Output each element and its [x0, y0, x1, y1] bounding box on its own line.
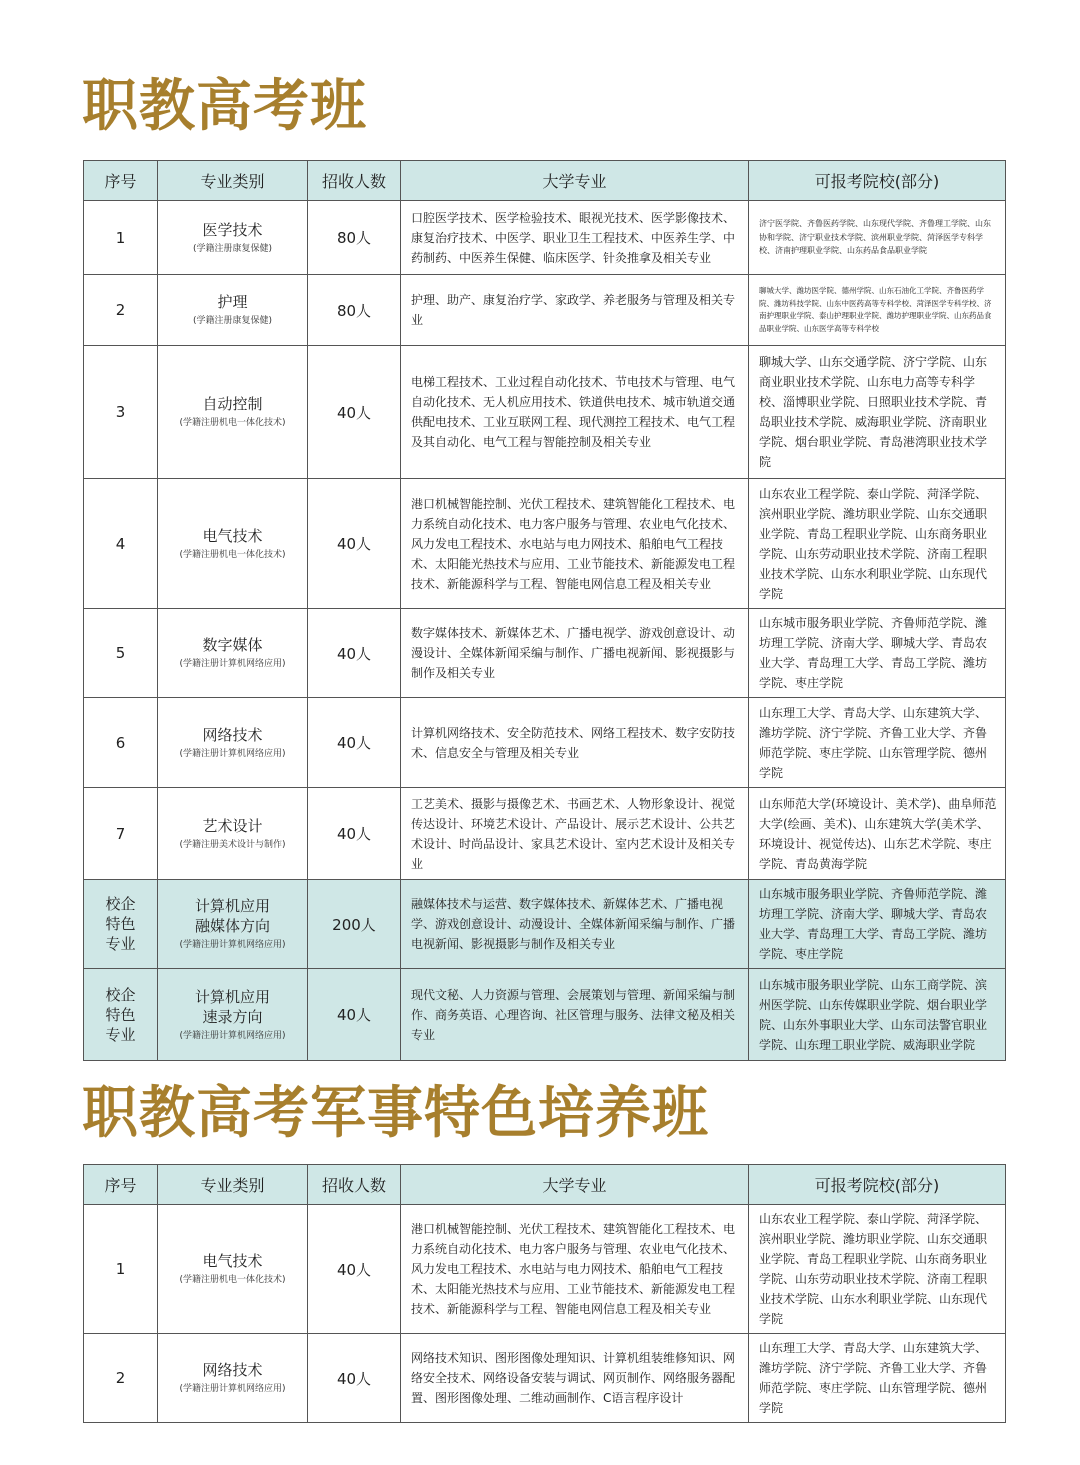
category-name: 网络技术 [202, 725, 263, 744]
row-no: 7 [84, 788, 158, 880]
row-schools: 聊城大学、山东交通学院、济宁学院、山东商业职业技术学院、山东电力高等专科学校、淄博职业学院、日照职业技术学院、青岛职业技术学院、威海职业学院、济南职业学院、烟台职业学院、青岛港湾职业技术学院 [749, 346, 1006, 479]
table-row [84, 788, 1006, 880]
row-schools: 山东城市服务职业学院、齐鲁师范学院、潍坊理工学院、济南大学、聊城大学、青岛农业大学、青岛理工大学、青岛工学院、潍坊学院、枣庄学院 [749, 880, 1006, 969]
row-majors: 计算机网络技术、安全防范技术、网络工程技术、数字安防技术、信息安全与管理及相关专业 [401, 698, 749, 788]
row-schools: 山东城市服务职业学院、山东工商学院、滨州医学院、山东传媒职业学院、烟台职业学院、山东外事职业大学、山东司法警官职业学院、山东理工职业学院、威海职业学院 [749, 969, 1006, 1061]
category-name: 电气技术 [202, 1252, 263, 1270]
category-note: (学籍注册机电一体化技术) [179, 1275, 286, 1285]
row-majors: 网络技术知识、图形图像处理知识、计算机组装维修知识、网络安全技术、网络设备安装与调试、网页制作、网络服务器配置、图形图像处理、二维动画制作、C语言程序设计 [401, 1334, 749, 1423]
header-no: 序号 [84, 1165, 158, 1205]
category-note: (学籍注册康复保健) [192, 316, 273, 326]
category-name: 计算机应用 [194, 897, 270, 915]
row-majors: 港口机械智能控制、光伏工程技术、建筑智能化工程技术、电力系统自动化技术、电力客户服务与管理、农业电气化技术、风力发电工程技术、水电站与电力网技术、船舶电气工程技术、太阳能光热技术与应用、工业节能技术、新能源发电工程技术、新能源科学与工程、智能电网信息工程及相关专业 [401, 479, 749, 609]
row-no: 2 [84, 275, 158, 346]
row-no-line: 专业 [105, 935, 136, 953]
row-majors: 工艺美术、摄影与摄像艺术、书画艺术、人物形象设计、视觉传达设计、环境艺术设计、产品设计、展示艺术设计、公共艺术设计、时尚品设计、家具艺术设计、室内艺术设计及相关专业 [401, 788, 749, 880]
row-category [158, 346, 308, 479]
category-name: 电气技术 [202, 526, 263, 545]
row-category [158, 698, 308, 788]
table-row [84, 479, 1006, 609]
row-no: 1 [84, 201, 158, 275]
table-header-row [84, 161, 1006, 201]
table-row [84, 201, 1006, 275]
row-no: 2 [84, 1334, 158, 1423]
category-name: 自动控制 [202, 395, 263, 413]
table-row [84, 698, 1006, 788]
row-majors: 现代文秘、人力资源与管理、会展策划与管理、新闻采编与制作、商务英语、心理咨询、社区管理与服务、法律文秘及相关专业 [401, 969, 749, 1061]
row-no: 3 [84, 346, 158, 479]
row-category [158, 1205, 308, 1334]
category-name: 网络技术 [202, 1361, 263, 1379]
vocational-exam-table [83, 160, 1006, 1061]
header-schools: 可报考院校(部分) [749, 1165, 1006, 1205]
row-no: 6 [84, 698, 158, 788]
row-category [158, 880, 308, 969]
row-schools: 山东农业工程学院、泰山学院、菏泽学院、滨州职业学院、潍坊职业学院、山东交通职业学院、青岛工程职业学院、山东商务职业学院、山东劳动职业技术学院、济南工程职业技术学院、山东水利职业学院、山东现代学院 [749, 1205, 1006, 1334]
header-count: 招收人数 [308, 1165, 401, 1205]
header-count: 招收人数 [308, 161, 401, 201]
row-count: 40人 [308, 969, 401, 1061]
row-schools: 山东理工大学、青岛大学、山东建筑大学、潍坊学院、济宁学院、齐鲁工业大学、齐鲁师范学院、枣庄学院、山东管理学院、德州学院 [749, 1334, 1006, 1423]
row-no-line: 特色 [105, 1005, 136, 1024]
row-majors: 电梯工程技术、工业过程自动化技术、节电技术与管理、电气自动化技术、无人机应用技术、铁道供电技术、城市轨道交通供配电技术、工业互联网工程、现代测控工程技术、电气工程及其自动化、电气工程与智能控制及相关专业 [401, 346, 749, 479]
row-count: 40人 [308, 346, 401, 479]
row-no: 4 [84, 479, 158, 609]
row-count: 80人 [308, 275, 401, 346]
row-count: 40人 [308, 698, 401, 788]
row-category [158, 609, 308, 698]
category-note: (学籍注册计算机网络应用) [179, 748, 286, 759]
row-no-line: 专业 [105, 1025, 136, 1044]
row-category [158, 201, 308, 275]
header-category: 专业类别 [158, 161, 308, 201]
table-header-row [84, 1165, 1006, 1205]
row-schools: 聊城大学、潍坊医学院、德州学院、山东石油化工学院、齐鲁医药学院、潍坊科技学院、山东中医药高等专科学校、菏泽医学专科学校、济南护理职业学院、泰山护理职业学院、潍坊护理职业学院、山东药品食品职业学院、山东医学高等专科学校 [749, 275, 1006, 346]
row-category [158, 788, 308, 880]
category-name: 计算机应用 [194, 987, 270, 1006]
category-note: (学籍注册计算机网络应用) [179, 1384, 286, 1394]
category-direction: 融媒体方向 [194, 917, 270, 935]
category-note: (学籍注册机电一体化技术) [179, 549, 286, 560]
header-no: 序号 [84, 161, 158, 201]
row-no: 5 [84, 609, 158, 698]
category-name: 艺术设计 [202, 816, 263, 835]
category-name: 医学技术 [202, 220, 263, 239]
row-schools: 山东农业工程学院、泰山学院、菏泽学院、滨州职业学院、潍坊职业学院、山东交通职业学院、青岛工程职业学院、山东商务职业学院、山东劳动职业技术学院、济南工程职业技术学院、山东水利职业学院、山东现代学院 [749, 479, 1006, 609]
category-note: (学籍注册机电一体化技术) [179, 418, 286, 428]
row-count: 40人 [308, 609, 401, 698]
row-category [158, 479, 308, 609]
row-category [158, 275, 308, 346]
row-schools: 山东城市服务职业学院、齐鲁师范学院、潍坊理工学院、济南大学、聊城大学、青岛农业大学、青岛理工大学、青岛工学院、潍坊学院、枣庄学院 [749, 609, 1006, 698]
row-majors: 护理、助产、康复治疗学、家政学、养老服务与管理及相关专业 [401, 275, 749, 346]
page-title-military-class: 职教高考军事特色培养班 [82, 1080, 709, 1146]
row-count: 80人 [308, 201, 401, 275]
header-majors: 大学专业 [401, 161, 749, 201]
page-title-vocational-exam-class: 职教高考班 [82, 73, 367, 139]
table-row [84, 1205, 1006, 1334]
row-schools: 济宁医学院、齐鲁医药学院、山东现代学院、齐鲁理工学院、山东协和学院、济宁职业技术学院、滨州职业学院、菏泽医学专科学校、济南护理职业学院、山东药品食品职业学院 [749, 201, 1006, 275]
table-row [84, 275, 1006, 346]
row-no: 1 [84, 1205, 158, 1334]
category-note: (学籍注册美术设计与制作) [179, 839, 286, 850]
header-schools: 可报考院校(部分) [749, 161, 1006, 201]
row-count: 40人 [308, 1334, 401, 1423]
row-category [158, 969, 308, 1061]
category-note: (学籍注册康复保健) [192, 243, 273, 254]
category-name: 护理 [217, 293, 248, 311]
category-direction: 速录方向 [202, 1007, 263, 1026]
row-majors: 口腔医学技术、医学检验技术、眼视光技术、医学影像技术、康复治疗技术、中医学、职业卫生工程技术、中医养生学、中药制药、中医养生保健、临床医学、针灸推拿及相关专业 [401, 201, 749, 275]
row-no-line: 校企 [105, 895, 136, 913]
row-category [158, 1334, 308, 1423]
military-class-table [83, 1164, 1006, 1423]
table-row-special [84, 969, 1006, 1061]
row-count: 40人 [308, 479, 401, 609]
row-schools: 山东师范大学(环境设计、美术学)、曲阜师范大学(绘画、美术)、山东建筑大学(美术学、环境设计、视觉传达)、山东艺术学院、枣庄学院、青岛黄海学院 [749, 788, 1006, 880]
table-row [84, 609, 1006, 698]
table-row [84, 346, 1006, 479]
row-no-line: 特色 [105, 915, 136, 933]
row-count: 40人 [308, 788, 401, 880]
row-schools: 山东理工大学、青岛大学、山东建筑大学、潍坊学院、济宁学院、齐鲁工业大学、齐鲁师范学院、枣庄学院、山东管理学院、德州学院 [749, 698, 1006, 788]
row-majors: 数字媒体技术、新媒体艺术、广播电视学、游戏创意设计、动漫设计、全媒体新闻采编与制作、广播电视新闻、影视摄影与制作及相关专业 [401, 609, 749, 698]
table-row [84, 1334, 1006, 1423]
row-no [84, 969, 158, 1061]
row-count: 40人 [308, 1205, 401, 1334]
category-note: (学籍注册计算机网络应用) [179, 1030, 286, 1041]
category-name: 数字媒体 [202, 636, 263, 654]
row-majors: 融媒体技术与运营、数字媒体技术、新媒体艺术、广播电视学、游戏创意设计、动漫设计、全媒体新闻采编与制作、广播电视新闻、影视摄影与制作及相关专业 [401, 880, 749, 969]
row-no-line: 校企 [105, 985, 136, 1004]
table-row-special [84, 880, 1006, 969]
row-count: 200人 [308, 880, 401, 969]
row-majors: 港口机械智能控制、光伏工程技术、建筑智能化工程技术、电力系统自动化技术、电力客户服务与管理、农业电气化技术、风力发电工程技术、水电站与电力网技术、船舶电气工程技术、太阳能光热技术与应用、工业节能技术、新能源发电工程技术、新能源科学与工程、智能电网信息工程及相关专业 [401, 1205, 749, 1334]
header-category: 专业类别 [158, 1165, 308, 1205]
category-note: (学籍注册计算机网络应用) [179, 659, 286, 669]
row-no [84, 880, 158, 969]
header-majors: 大学专业 [401, 1165, 749, 1205]
category-note: (学籍注册计算机网络应用) [179, 940, 286, 950]
